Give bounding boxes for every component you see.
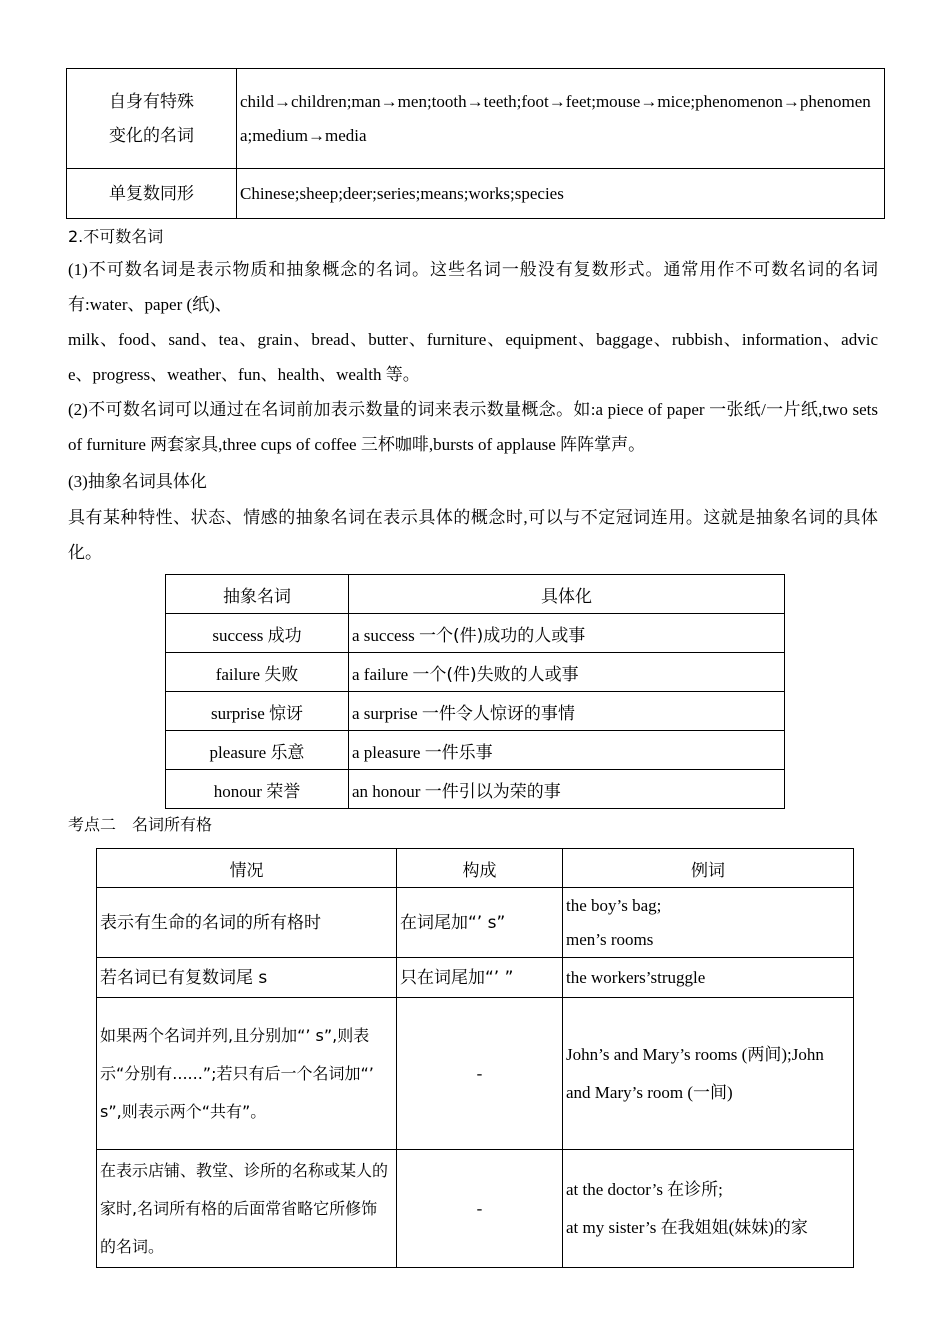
form-cell: - <box>397 998 563 1150</box>
col-header: 例词 <box>563 849 854 888</box>
situation-cell: 在表示店铺、教堂、诊所的名称或某人的家时,名词所有格的后面常省略它所修饰的名词。 <box>97 1150 397 1268</box>
table-row <box>97 998 854 1150</box>
irregular-plural-table <box>66 68 885 219</box>
col-header: 具体化 <box>349 575 785 614</box>
table-row <box>166 692 785 731</box>
situation-cell: 若名词已有复数词尾 s <box>97 958 397 998</box>
table-row <box>97 1150 854 1268</box>
example-line: the boy’s bag; <box>566 895 662 915</box>
paragraph-1a: (1)不可数名词是表示物质和抽象概念的名词。这些名词一般没有复数形式。通常用作不可数名词的名词有:water、paper (纸)、 <box>68 260 878 314</box>
noun-zh: 成功 <box>267 625 302 646</box>
table-row <box>166 731 785 770</box>
example-zh: 一件引以为荣的事 <box>424 781 561 802</box>
noun-cell <box>166 692 349 731</box>
noun-en: pleasure <box>209 742 267 762</box>
noun-zh: 乐意 <box>270 742 305 763</box>
col-header: 情况 <box>97 849 397 888</box>
label-line: 变化的名词 <box>109 125 194 146</box>
noun-en: honour <box>213 781 262 801</box>
noun-cell <box>166 614 349 653</box>
col-header: 抽象名词 <box>166 575 349 614</box>
section-title: 2.不可数名词 <box>68 227 164 246</box>
table-row <box>67 169 885 219</box>
paragraph-2: (2)不可数名词可以通过在名词前加表示数量的词来表示数量概念。如:a piece of paper 一张纸/一片纸,two sets of furniture 两套家具,three cups of coffee 三杯咖啡,bursts of applause 阵阵掌声。 <box>68 400 878 454</box>
form-cell: 只在词尾加“’ ” <box>397 958 563 998</box>
table-row <box>166 653 785 692</box>
table-row <box>97 958 854 998</box>
example-zh: 一件乐事 <box>424 742 493 763</box>
table-row <box>166 614 785 653</box>
example-en: a surprise <box>352 703 418 723</box>
example-en: an honour <box>352 781 421 801</box>
paragraph-1b: milk、food、sand、tea、grain、bread、butter、furniture、equipment、baggage、rubbish、information、advice、progress、weather、fun、health、wealth 等。 <box>68 330 878 384</box>
table-header-row <box>97 849 854 888</box>
table-header-row <box>166 575 785 614</box>
row-content: child→children;man→men;tooth→teeth;foot→feet;mouse→mice;phenomenon→phenomena;medium→media <box>237 69 885 169</box>
row-label <box>67 69 237 169</box>
example-zh: 一个(件)失败的人或事 <box>412 664 579 685</box>
noun-zh: 失败 <box>264 664 299 685</box>
paragraph-3: 具有某种特性、状态、情感的抽象名词在表示具体的概念时,可以与不定冠词连用。这就是抽象名词的具体化。 <box>68 508 878 562</box>
example-en: a success <box>352 625 415 645</box>
noun-zh: 荣誉 <box>266 781 301 802</box>
abstract-noun-table <box>165 574 785 809</box>
noun-en: surprise <box>210 703 265 723</box>
noun-en: failure <box>215 664 261 684</box>
table-row <box>67 69 885 169</box>
label-line: 自身有特殊 <box>109 91 194 112</box>
example-cell <box>349 731 785 770</box>
noun-cell <box>166 770 349 809</box>
possessive-table <box>96 848 854 1268</box>
situation-cell: 如果两个名词并列,且分别加“’ s”,则表示“分别有......”;若只有后一个名词加“’ s”,则表示两个“共有”。 <box>97 998 397 1150</box>
example-cell <box>349 692 785 731</box>
row-label: 单复数同形 <box>67 169 237 219</box>
example-zh: 一件令人惊讶的事情 <box>421 703 575 724</box>
situation-cell: 表示有生命的名词的所有格时 <box>97 888 397 958</box>
noun-cell <box>166 653 349 692</box>
example-cell <box>563 888 854 958</box>
example-line: at the doctor’s 在诊所; <box>566 1179 723 1199</box>
example-cell <box>349 614 785 653</box>
example-cell <box>349 653 785 692</box>
paragraph-3-title: (3)抽象名词具体化 <box>68 472 207 491</box>
example-line: men’s rooms <box>566 929 654 949</box>
noun-en: success <box>212 625 264 645</box>
example-cell: the workers’struggle <box>563 958 854 998</box>
noun-cell <box>166 731 349 770</box>
example-cell: John’s and Mary’s rooms (两间);John and Mary’s room (一间) <box>563 998 854 1150</box>
example-en: a failure <box>352 664 409 684</box>
table-row <box>97 888 854 958</box>
section-heading: 考点二 名词所有格 <box>68 815 213 834</box>
form-cell: - <box>397 1150 563 1268</box>
example-cell <box>349 770 785 809</box>
example-line: at my sister’s 在我姐姐(妹妹)的家 <box>566 1217 808 1237</box>
noun-zh: 惊讶 <box>269 703 304 724</box>
example-en: a pleasure <box>352 742 421 762</box>
example-cell <box>563 1150 854 1268</box>
form-cell: 在词尾加“’ s” <box>397 888 563 958</box>
table-row <box>166 770 785 809</box>
example-zh: 一个(件)成功的人或事 <box>419 625 586 646</box>
col-header: 构成 <box>397 849 563 888</box>
row-content: Chinese;sheep;deer;series;means;works;species <box>237 169 885 219</box>
